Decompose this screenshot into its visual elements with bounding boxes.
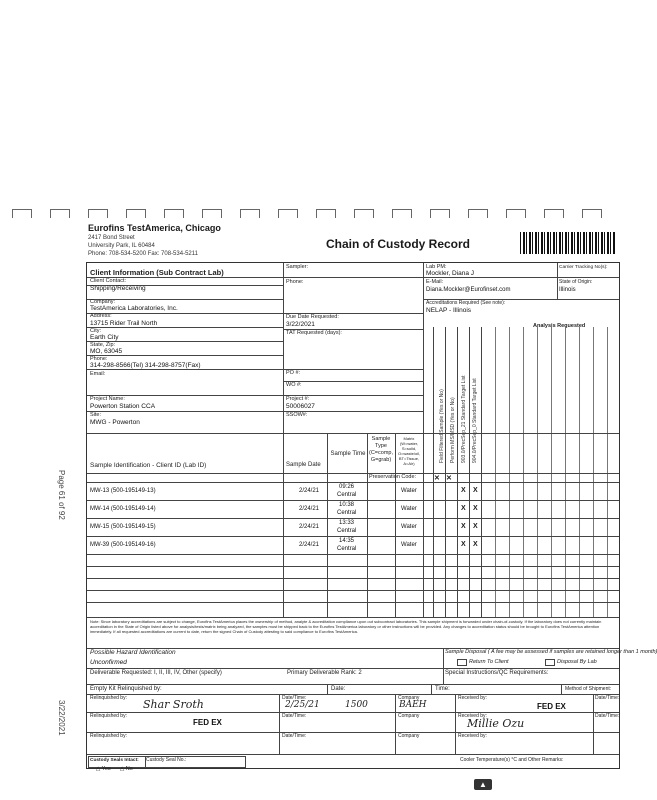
tat-label: TAT Requested (days): — [286, 330, 342, 336]
accreditation-label: Accreditations Required (See note): — [426, 300, 506, 306]
return-checkbox[interactable] — [457, 659, 467, 666]
scroll-up-button[interactable]: ▲ — [474, 779, 492, 790]
project-no-label: Project #: — [286, 396, 310, 402]
disposal-label: Sample Disposal ( A fee may be assessed if samples are retained longer than 1 month) — [445, 649, 657, 655]
client-contact-label: Client Contact: — [90, 278, 127, 284]
received-signature-2: Millie Ozu — [467, 717, 525, 730]
h-sample-date: Sample Date — [286, 462, 321, 468]
custody-no[interactable]: △ No — [120, 766, 133, 772]
h-matrix: Matrix (W=water, S=solid, O=waste/oil, BT=Tissue, A=Air) — [397, 436, 421, 466]
datetime-label-3: Date/Time: — [282, 733, 307, 739]
table-row: MW-13 (500-195149-13) — [90, 488, 156, 494]
document-title: Chain of Custody Record — [326, 237, 471, 251]
city-label: City: — [90, 328, 101, 334]
project-no: 50006027 — [286, 403, 315, 410]
received-by-label-3: Received by: — [458, 733, 487, 739]
wo-label: WO #: — [286, 382, 302, 388]
city: Earth City — [90, 334, 119, 341]
analysis-label: Analysis Requested — [533, 323, 586, 329]
received-by-label-1: Received by: — [458, 695, 487, 701]
email-label: Email: — [90, 371, 106, 377]
carrier-fedex-1: FED EX — [537, 702, 566, 711]
page-number: Page 61 of 92 — [57, 470, 66, 520]
custody-seal-no-label: Custody Seal No.: — [146, 757, 187, 763]
state-origin: Illinois — [559, 287, 576, 293]
primary-rank: Primary Deliverable Rank: 2 — [287, 670, 362, 676]
deliverable-label: Deliverable Requested: I, II, III, IV, Other (specify) — [90, 670, 222, 676]
disposal-lab-label: Disposal By Lab — [557, 659, 597, 665]
phone: 314-298-8566(Tel) 314-298-8757(Fax) — [90, 362, 201, 369]
relinquished-by-label-1: Relinquished by: — [90, 695, 127, 701]
lab-email: Diana.Mockler@Eurofinset.com — [426, 287, 511, 293]
col-ms-msd: Perform MS/MSD (Yes or No) — [450, 397, 456, 463]
company-label-3: Company — [398, 733, 420, 739]
page-date: 3/22/2021 — [57, 700, 66, 736]
relinquished-time: 1500 — [345, 700, 368, 710]
state-zip: MO, 63045 — [90, 348, 123, 355]
datetime-label-r2: Date/Time: — [595, 713, 620, 719]
method-label: Method of Shipment: — [565, 686, 612, 692]
datetime-label-r1: Date/Time: — [595, 695, 620, 701]
col-field-filtered: Field Filtered Sample (Yes or No) — [439, 389, 445, 463]
h-sample-type: Sample Type (C=comp, G=grab) — [369, 436, 393, 463]
datetime-label-1: Date/Time: — [282, 695, 307, 701]
return-label: Return To Client — [469, 659, 509, 665]
lab-pm: Mockler, Diana J — [426, 270, 475, 277]
relinquished-date: 2/25/21 — [285, 700, 320, 710]
custody-yes[interactable]: △ Yes — [96, 766, 111, 772]
hazard-label: Possible Hazard Identification — [90, 649, 176, 656]
lab-phone: Phone: 708-534-5200 Fax: 708-534-5211 — [88, 251, 198, 257]
state-origin-label: State of Origin: — [559, 279, 593, 285]
accreditation-note: Note: Since laboratory accreditations are subject to change, Eurofins TestAmerica places the ownership of method, analyte & accreditation compliance upon out subcontract laboratories. This sample shipment is forwarded under chain-of-custody. If the laboratory does not currently maintain accreditation in the State of Origin listed above for analysis/tests/matrix being analyzed, the samples must be shipped back to the Eurofins TestAmerica laboratory or other instructions will be provided. Any changes to accreditation status should be brought to Eurofins TestAmerica attention immediately. If all requested accreditations are current to date, return the signed Chain of Custody attesting to said compliance to Eurofins TestAmerica. — [90, 619, 602, 634]
client-section-label: Client Information (Sub Contract Lab) — [90, 268, 224, 277]
po-label: PO #: — [286, 370, 301, 376]
project-name: Powerton Station CCA — [90, 403, 156, 410]
ssow-label: SSOW#: — [286, 412, 308, 418]
empty-kit-label: Empty Kit Relinquished by: — [90, 686, 162, 692]
carrier-fedex-2: FED EX — [193, 718, 222, 727]
barcode — [520, 232, 616, 254]
company-label-1: Company — [398, 695, 420, 701]
hazard-value: Unconfirmed — [90, 659, 127, 666]
table-row: MW-39 (500-195149-16) — [90, 542, 156, 548]
perforation-edge — [0, 206, 618, 220]
state-label: State, Zip: — [90, 342, 116, 348]
company-label: Company: — [90, 299, 116, 305]
coc-form: Client Information (Sub Contract Lab) Client Contact: Shipping/Receiving Company: TestAmerica Laboratories, Inc. Address: 13715 Rider Trail North City: Earth City State, Zip: MO, 63045 Phone: 314-298-8566(Tel) 314-298-8757(Fax) Email: Project Name: Powerton Station CCA Site: MWG - Powerton Sampler: Phone: Due Date Requested: 3/22/2021 TAT Requested (days): PO #: WO #: Project #: 50006027 SSOW#: Lab PM: Mockler, Diana J E-Mail: Diana.Mockler@Eurofinset.com Carrier Tracking No(s): State of Origin: Illinois Accreditations Required (See note): NELAP - Illinois Analysis Requested Field Filtered Sample (Yes or No) Perform MS/MSD (Yes or No) 903.0/PrecSep_21 Standard Target List 904.0/PrecSep_0 Standard Target List Sample Identification - Client ID (Lab ID) Sample Date Sample Time Sample Type (C=comp, G=grab) Matrix (W=water, S=solid, O=waste/oil, BT=Tissue, A=Air) Preservation Code: ✕ ✕ MW-13 (500-195149-13) 2/24/21 09:26 Central Water X X MW-14 (500-195149-14) 2/24/21 10:38 Central Water X X MW-15 (500-195149-15) 2/24/21 13:33 Central Water X X MW-39 (500-195149-16) 2/24/21 14:35 Central Water X X Note: Since laboratory accreditations are subject to change, Eurofins TestAmerica places the ownership of method, analyte & accreditation compliance upon out subcontract laboratories. This sample shipment is forwarded under chain-of-custody. If the laboratory does not currently maintain accreditation in the State of Origin listed above for analysis/tests/matrix being analyzed, the samples must be shipped back to the Eurofins TestAmerica laboratory or other instructions will be provided. Any changes to accreditation status should be brought to Eurofins TestAmerica attention immediately. If all requested accreditations are current to date, return the signed Chain of Custody attesting to said compliance to Eurofins TestAmerica. Possible Hazard Identification Unconfirmed Sample Disposal ( A fee may be assessed if samples are retained longer than 1 month) Return To Client Disposal By Lab Deliverable Requested: I, II, III, IV, Other (specify) Primary Deliverable Rank: 2 Special Instructions/QC Requirements: Empty Kit Relinquished by: Date: Time: Method of Shipment: Relinquished by: Shar Sroth Date/Time: 2/25/21 1500 Company BAEH Received by: FED EX Date/Time: Relinquished by: FED EX Date/Time: Company Received by: Millie Ozu Date/Time: Relinquished by: Date/Time: Company Received by: — [86, 262, 620, 769]
site-label: Site: — [90, 412, 102, 418]
company: TestAmerica Laboratories, Inc. — [90, 305, 178, 312]
lab-pm-label: Lab PM: — [426, 264, 447, 270]
relinquished-by-label-3: Relinquished by: — [90, 733, 127, 739]
address: 13715 Rider Trail North — [90, 320, 158, 327]
lab-address2: University Park, IL 60484 — [88, 243, 155, 249]
due-date-label: Due Date Requested: — [286, 314, 339, 320]
col-903: 903.0/PrecSep_21 Standard Target List — [461, 375, 467, 463]
right-email-label: E-Mail: — [426, 279, 444, 285]
disposal-checkbox[interactable] — [545, 659, 555, 666]
h-sample-id: Sample Identification - Client ID (Lab ID) — [90, 462, 207, 469]
sampler-label: Sampler: — [286, 264, 309, 270]
datetime-label-2: Date/Time: — [282, 713, 307, 719]
h-sample-time: Sample Time — [330, 451, 366, 457]
table-row: MW-14 (500-195149-14) — [90, 506, 156, 512]
relinquished-signature-1: Shar Sroth — [143, 698, 204, 711]
accreditation: NELAP - Illinois — [426, 307, 472, 314]
special-instructions-label: Special Instructions/QC Requirements: — [445, 670, 549, 676]
custody-seals-label: Custody Seals Intact: — [90, 758, 139, 763]
middle-phone-label: Phone: — [286, 279, 304, 285]
received-by-label-2: Received by: — [458, 713, 487, 719]
lab-name: Eurofins TestAmerica, Chicago — [88, 223, 221, 233]
empty-kit-time-label: Time: — [435, 686, 450, 692]
site: MWG - Powerton — [90, 419, 140, 426]
lab-address1: 2417 Bond Street — [88, 235, 135, 241]
phone-label: Phone: — [90, 356, 108, 362]
address-label: Address: — [90, 313, 112, 319]
carrier-label: Carrier Tracking No(s): — [559, 265, 608, 270]
client-contact: Shipping/Receiving — [90, 285, 146, 292]
company-label-2: Company — [398, 713, 420, 719]
relinquished-company: BAEH — [399, 700, 427, 710]
empty-kit-date-label: Date: — [331, 686, 346, 692]
table-row: MW-15 (500-195149-15) — [90, 524, 156, 530]
preservation-code: Preservation Code: — [369, 474, 417, 480]
due-date: 3/22/2021 — [286, 321, 315, 328]
cooler-temp-label: Cooler Temperature(s) °C and Other Remarks: — [460, 757, 564, 763]
col-904: 904.0/PrecSep_0 Standard Target List — [472, 378, 478, 463]
project-name-label: Project Name: — [90, 396, 125, 402]
relinquished-by-label-2: Relinquished by: — [90, 713, 127, 719]
